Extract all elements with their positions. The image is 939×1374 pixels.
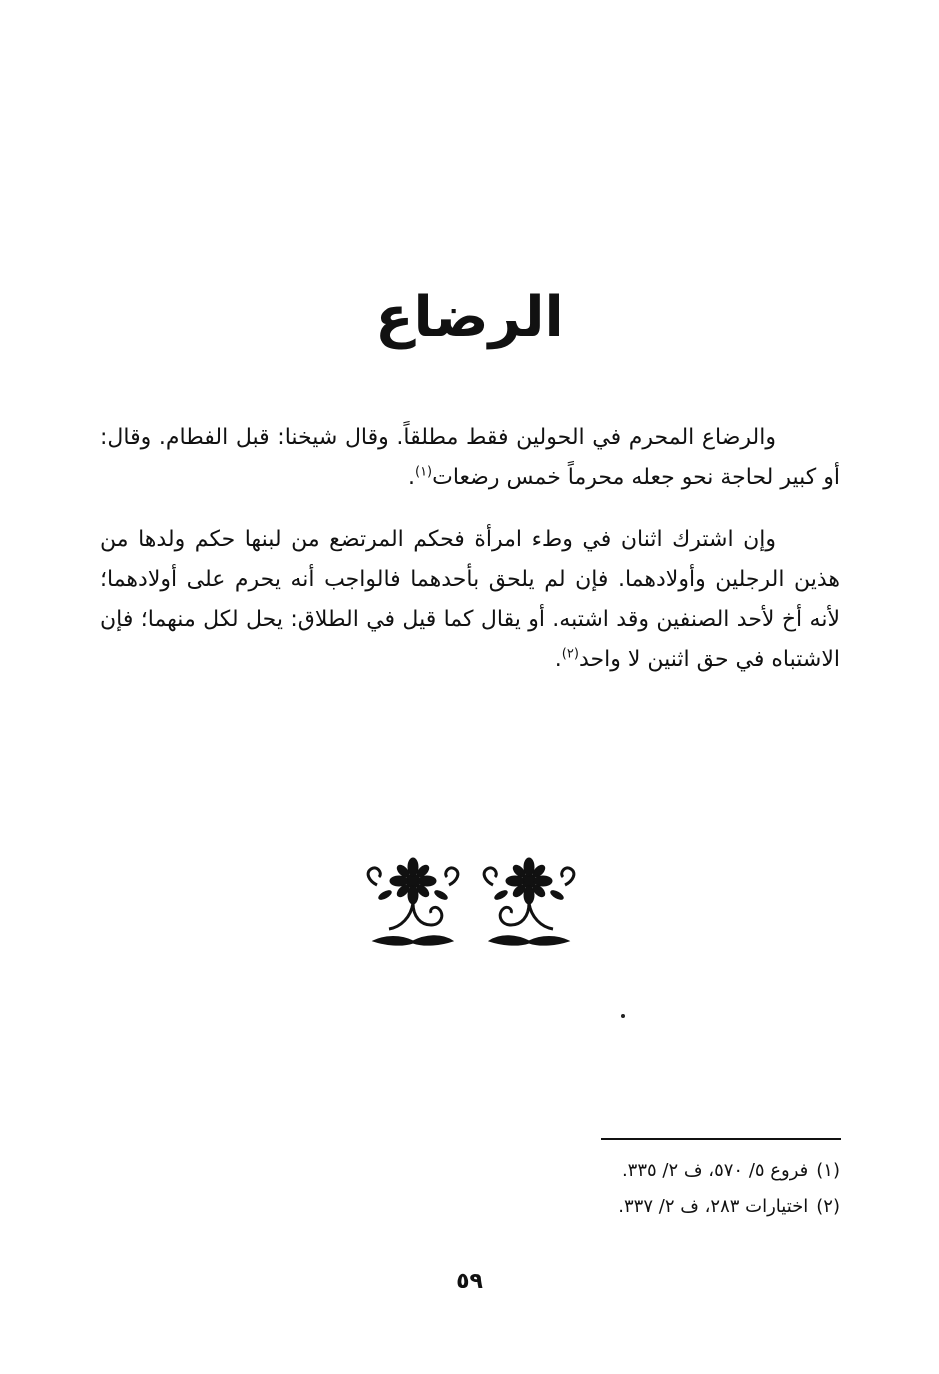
footnote-2 — [440, 1189, 840, 1225]
footnote-ref-2[interactable]: (٢) — [561, 646, 579, 662]
footnote-1 — [440, 1153, 840, 1189]
footnote-separator — [601, 1138, 841, 1140]
chapter-title: الرضاع — [375, 285, 564, 350]
print-speck — [621, 1014, 625, 1018]
paragraph-2 — [100, 520, 840, 680]
paragraph-1 — [100, 418, 840, 498]
footnote-2-text: اختيارات ٢٨٣، ف ٢/ ٣٣٧. — [618, 1196, 809, 1217]
paragraph-1-tail: . — [407, 465, 415, 490]
footnote-1-number: (١) — [816, 1160, 840, 1181]
footnote-1-text: فروع ٥/ ٥٧٠، ف ٢/ ٣٣٥. — [621, 1160, 809, 1181]
page-number: ٥٩ — [456, 1269, 483, 1294]
paragraph-2-tail: . — [554, 647, 562, 672]
floral-ornament-icon — [365, 855, 577, 951]
ornament-left-motif — [368, 858, 458, 945]
ornament-right-motif — [484, 858, 574, 945]
paragraph-1-text: والرضاع المحرم في الحولين فقط مطلقاً. وقال شيخنا: قبل الفطام. وقال: أو كبير لحاجة نحو جعله محرماً خمس رضعات — [100, 425, 840, 490]
footnote-2-number: (٢) — [816, 1196, 840, 1217]
paragraph-2-text: وإن اشترك اثنان في وطء امرأة فحكم المرتضع من لبنها حكم ولدها من هذين الرجلين وأولادهما. فإن لم يلحق بأحدهما فالواجب أنه يحرم على أولادهما؛ لأنه أخ لأحد الصنفين وقد اشتبه. أو يقال كما قيل في الطلاق: يحل لكل منهما؛ فإن الاشتباه في حق اثنين لا واحد — [100, 527, 840, 672]
footnote-ref-1[interactable]: (١) — [414, 464, 433, 480]
footnotes — [440, 1153, 840, 1225]
